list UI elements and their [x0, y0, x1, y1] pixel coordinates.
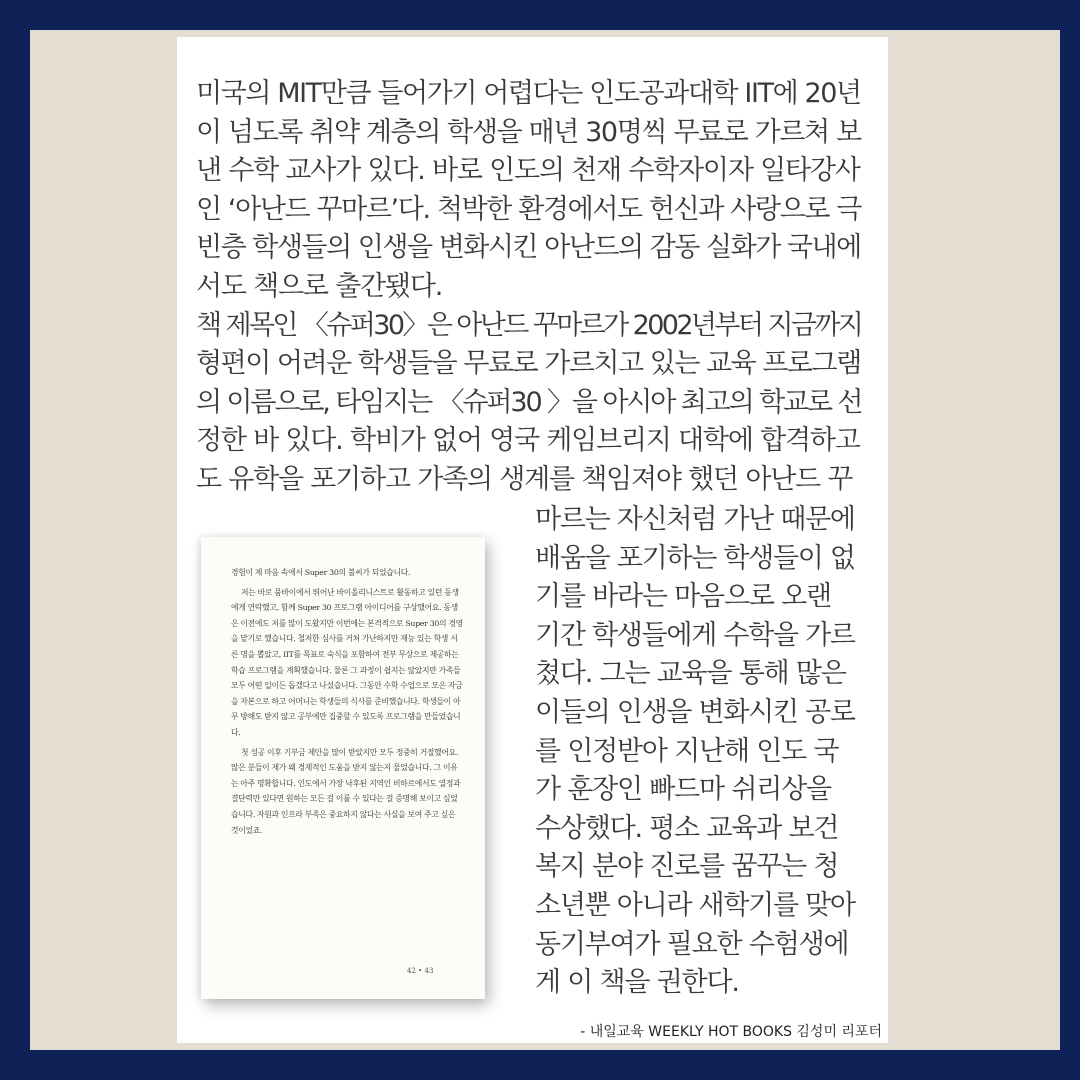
article-line: 이 넘도록 취약 계층의 학생을 매년 30명씩 무료로 가르쳐 보: [196, 116, 861, 148]
column-line: 기간 학생들에게 수학을 가르: [535, 619, 855, 651]
article-line: 빈층 학생들의 인생을 변화시킨 아난드의 감동 실화가 국내에: [196, 232, 861, 264]
article-line: 미국의 MIT만큼 들어가기 어렵다는 인도공과대학 IIT에 20년: [196, 78, 861, 109]
column-line: 동기부여가 필요한 수험생에: [535, 928, 849, 960]
book-excerpt-text: [231, 565, 463, 838]
column-line: 를 인정받아 지난해 인도 국: [535, 735, 839, 767]
column-line: 복지 분야 진로를 꿈꾸는 청: [535, 851, 839, 883]
reporter-credit: - 내일교육 WEEKLY HOT BOOKS 김성미 리포터: [580, 1024, 882, 1040]
excerpt-paragraph: 경험이 제 마음 속에서 Super 30의 불씨가 되었습니다.: [231, 568, 411, 577]
article-line: 형편이 어려운 학생들을 무료로 가르치고 있는 교육 프로그램: [196, 348, 861, 380]
article-line: 낸 수학 교사가 있다. 바로 인도의 천재 수학자이자 일타강사: [196, 155, 860, 187]
column-line: 소년뿐 아니라 새학기를 맞아: [535, 889, 855, 921]
column-line: 마르는 자신처럼 가난 때문에: [535, 504, 855, 535]
article-line: 인 ‘아난드 꾸마르’다. 척박한 환경에서도 헌신과 사랑으로 극: [196, 193, 861, 225]
article-line: 도 유학을 포기하고 가족의 생계를 책임져야 했던 아난드 꾸: [196, 463, 853, 495]
article-line: 책 제목인 〈슈퍼30〉은 아난드 꾸마르가 2002년부터 지금까지: [196, 309, 862, 341]
column-line: 배움을 포기하는 학생들이 없: [535, 542, 855, 574]
article-page: [177, 37, 888, 1043]
article-line: 서도 책으로 출간됐다.: [196, 270, 443, 302]
article-line: 정한 바 있다. 학비가 없어 영국 케임브리지 대학에 합격하고: [196, 425, 860, 457]
article-body: [196, 75, 861, 500]
column-line: 가 훈장인 빠드마 쉬리상을: [535, 774, 831, 806]
excerpt-paragraph: 저는 바로 뭄바이에서 뛰어난 바이올리니스트로 활동하고 있던 동생에게 연락했고, 함께 Super 30 프로그램 아이디어를 구상했어요. 동생은 이전에도 저를 많이 도왔지만 이번에는 본격적으로 Super 30의 경영을 맡기로 했습니다. 철저한 심사를 거쳐 가난하지만 재능 있는 학생 서른 명을 뽑았고, IIT를 목표로 숙식을 포함하여 전부 무상으로 제공하는 학습 프로그램을 계획했습니다. 물론 그 과정이 쉽지는 않았지만 가족들 모두 어떤 일이든 돕겠다고 나섰습니다. 그동안 수학 수업으로 모은 자금을 자본으로 하고 어머니는 학생들의 식사를 준비했습니다. 학생들이 아무 방해도 받지 않고 공부에만 집중할 수 있도록 프로그램을 만들었습니다.: [231, 587, 463, 737]
book-excerpt-image: [201, 537, 485, 999]
article-line: 의 이름으로, 타임지는 〈슈퍼30 〉을 아시아 최고의 학교로 선: [196, 386, 862, 418]
column-line: 수상했다. 평소 교육과 보건: [535, 812, 839, 844]
column-line: 이들의 인생을 변화시킨 공로: [535, 696, 855, 728]
column-line: 게 이 책을 권한다.: [535, 967, 739, 999]
article-column: [535, 501, 855, 1003]
excerpt-paragraph: 첫 성공 이후 기부금 제안을 많이 받았지만 모두 정중히 거절했어요. 많은 분들이 제가 왜 경제적인 도움을 받지 않는지 물었습니다. 그 이유는 아주 명확합니다. 인도에서 가장 낙후된 지역인 비하르에서도 열정과 결단력만 있다면 원하는 모든 걸 이룰 수 있다는 걸 증명해 보이고 싶었습니다. 자원과 인프라 부족은 중요하지 않다는 사실을 보여 주고 싶은 것이었죠.: [231, 747, 461, 835]
column-line: 기를 바라는 마음으로 오랜: [535, 581, 831, 613]
column-line: 쳤다. 그는 교육을 통해 많은: [535, 658, 846, 690]
excerpt-page-number: 42 • 43: [407, 967, 434, 975]
